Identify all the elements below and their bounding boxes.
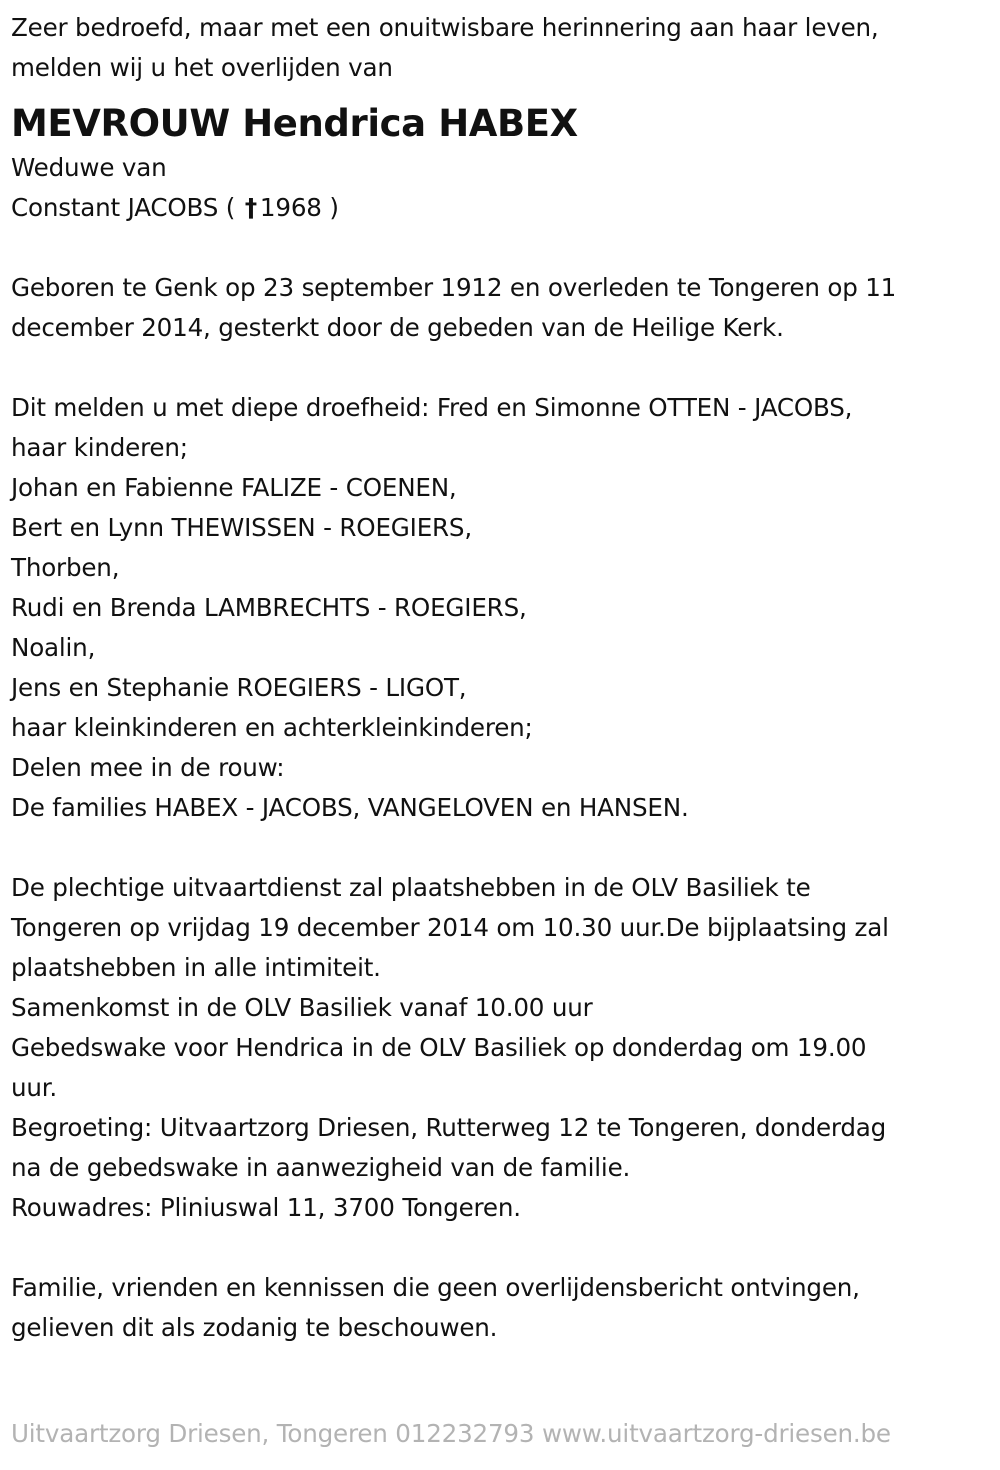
ceremony-line: plaatshebben in alle intimiteit. bbox=[11, 953, 381, 982]
ceremony-line: na de gebedswake in aanwezigheid van de familie. bbox=[11, 1153, 631, 1182]
deceased-name: MEVROUW Hendrica HABEX bbox=[11, 102, 578, 145]
ceremony-line: uur. bbox=[11, 1073, 58, 1102]
closing-line-1: Familie, vrienden en kennissen die geen overlijdensbericht ontvingen, bbox=[11, 1273, 860, 1302]
funeral-home-footer: Uitvaartzorg Driesen, Tongeren 012232793 www.uitvaartzorg-driesen.be bbox=[11, 1419, 891, 1448]
spacer bbox=[11, 228, 991, 268]
family-line: Bert en Lynn THEWISSEN - ROEGIERS, bbox=[11, 513, 472, 542]
ceremony-line: Rouwadres: Pliniuswal 11, 3700 Tongeren. bbox=[11, 1193, 521, 1222]
cross-icon: † bbox=[244, 193, 257, 222]
death-notice bbox=[11, 8, 991, 1348]
widow-label: Weduwe van bbox=[11, 153, 167, 182]
family-line: Delen mee in de rouw: bbox=[11, 753, 285, 782]
family-line: Jens en Stephanie ROEGIERS - LIGOT, bbox=[11, 673, 467, 702]
ceremony-line: Tongeren op vrijdag 19 december 2014 om 10.30 uur.De bijplaatsing zal bbox=[11, 913, 889, 942]
ceremony-line: Begroeting: Uitvaartzorg Driesen, Rutterweg 12 te Tongeren, donderdag bbox=[11, 1113, 887, 1142]
intro-line-2: melden wij u het overlijden van bbox=[11, 53, 393, 82]
family-line: Johan en Fabienne FALIZE - COENEN, bbox=[11, 473, 457, 502]
family-line: De families HABEX - JACOBS, VANGELOVEN en HANSEN. bbox=[11, 793, 689, 822]
family-line: Thorben, bbox=[11, 553, 120, 582]
family-line: Noalin, bbox=[11, 633, 96, 662]
intro-line-1: Zeer bedroefd, maar met een onuitwisbare herinnering aan haar leven, bbox=[11, 13, 879, 42]
closing-line-2: gelieven dit als zodanig te beschouwen. bbox=[11, 1313, 498, 1342]
spouse-name: Constant JACOBS ( bbox=[11, 193, 243, 222]
ceremony-line: Gebedswake voor Hendrica in de OLV Basiliek op donderdag om 19.00 bbox=[11, 1033, 867, 1062]
ceremony-line: De plechtige uitvaartdienst zal plaatshebben in de OLV Basiliek te bbox=[11, 873, 811, 902]
birth-death-line-1: Geboren te Genk op 23 september 1912 en overleden te Tongeren op 11 bbox=[11, 273, 897, 302]
spouse-line bbox=[11, 188, 991, 228]
spacer bbox=[11, 828, 991, 868]
birth-death-line-2: december 2014, gesterkt door de gebeden van de Heilige Kerk. bbox=[11, 313, 784, 342]
ceremony-line: Samenkomst in de OLV Basiliek vanaf 10.00 uur bbox=[11, 993, 593, 1022]
spacer bbox=[11, 348, 991, 388]
family-line: haar kleinkinderen en achterkleinkinderen; bbox=[11, 713, 533, 742]
family-line: Rudi en Brenda LAMBRECHTS - ROEGIERS, bbox=[11, 593, 527, 622]
spacer bbox=[11, 1228, 991, 1268]
spouse-death-year: 1968 ) bbox=[259, 193, 339, 222]
family-line: Dit melden u met diepe droefheid: Fred en Simonne OTTEN - JACOBS, bbox=[11, 393, 853, 422]
family-line: haar kinderen; bbox=[11, 433, 188, 462]
